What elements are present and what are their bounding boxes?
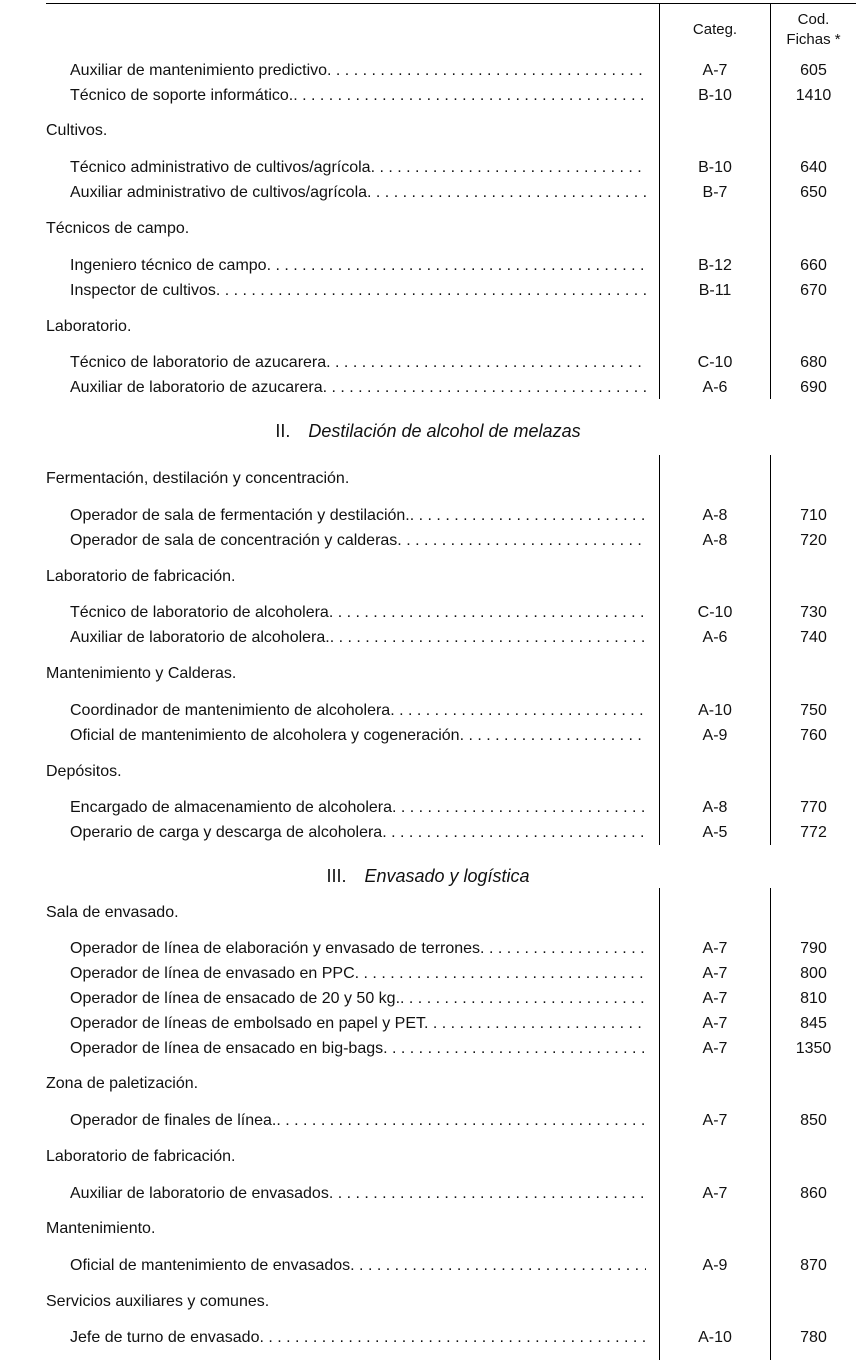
- category: A-9: [702, 727, 728, 744]
- group-heading: Mantenimiento y Calderas.: [46, 665, 237, 682]
- code: 1350: [795, 1040, 832, 1057]
- job-title: Operario de carga y descarga de alcoholera. . . .: [70, 822, 646, 844]
- table-row: [0, 280, 856, 302]
- code: 690: [800, 379, 827, 396]
- job-title: Técnico de soporte informático.. . . .: [70, 85, 646, 107]
- job-title: Inspector de cultivos. . . .: [70, 280, 646, 302]
- category: B-7: [702, 184, 728, 201]
- table-row: [0, 505, 856, 527]
- job-title: Auxiliar administrativo de cultivos/agrícola. . . .: [70, 182, 646, 204]
- table-row: [0, 1327, 856, 1349]
- code: 810: [800, 990, 827, 1007]
- category: B-10: [698, 87, 732, 104]
- code: 740: [800, 629, 827, 646]
- category: A-7: [702, 965, 728, 982]
- category: A-7: [702, 1015, 728, 1032]
- job-title: Operador de líneas de embolsado en papel y PET. . . .: [70, 1013, 646, 1035]
- code: 660: [800, 257, 827, 274]
- table-row: [0, 182, 856, 204]
- section-heading: [0, 864, 856, 888]
- table-row: [0, 627, 856, 649]
- job-title: Técnico de laboratorio de azucarera. . . .: [70, 352, 646, 374]
- header-cod-line1: Cod.: [797, 11, 830, 28]
- code: 850: [800, 1112, 827, 1129]
- category: A-5: [702, 824, 728, 841]
- category: A-6: [702, 379, 728, 396]
- top-rule: [46, 3, 856, 4]
- table-row: [0, 963, 856, 985]
- category: A-7: [702, 990, 728, 1007]
- job-title: Auxiliar de mantenimiento predictivo. . . .: [70, 60, 646, 82]
- code: 710: [800, 507, 827, 524]
- table-row: [0, 1183, 856, 1205]
- code: 670: [800, 282, 827, 299]
- group-heading: Laboratorio de fabricación.: [46, 1148, 236, 1165]
- code: 680: [800, 354, 827, 371]
- table-row: [0, 1110, 856, 1132]
- category: A-8: [702, 532, 728, 549]
- job-title: Operador de línea de ensacado de 20 y 50 kg.. . . .: [70, 988, 646, 1010]
- section-number: II.: [275, 421, 291, 441]
- group-heading: Depósitos.: [46, 763, 122, 780]
- code: 845: [800, 1015, 827, 1032]
- table-row: [0, 797, 856, 819]
- table-row: [0, 530, 856, 552]
- job-title: Operador de línea de ensacado en big-bags. . . .: [70, 1038, 646, 1060]
- table-row: [0, 1255, 856, 1277]
- job-title: Ingeniero técnico de campo. . . .: [70, 255, 646, 277]
- job-title: Operador de finales de línea.. . . .: [70, 1110, 646, 1132]
- code: 760: [800, 727, 827, 744]
- group-heading: Laboratorio.: [46, 318, 132, 335]
- job-title: Operador de línea de envasado en PPC. . . .: [70, 963, 646, 985]
- group-heading: Fermentación, destilación y concentración.: [46, 470, 350, 487]
- category: B-10: [698, 159, 732, 176]
- code: 640: [800, 159, 827, 176]
- group-heading: Cultivos.: [46, 122, 108, 139]
- table-row: [0, 725, 856, 747]
- table-row: [0, 157, 856, 179]
- section-title: Destilación de alcohol de melazas: [308, 421, 581, 441]
- job-title: Oficial de mantenimiento de alcoholera y cogeneración. . . .: [70, 725, 646, 747]
- table-row: [0, 1038, 856, 1060]
- category: A-8: [702, 799, 728, 816]
- section-number: III.: [326, 866, 347, 886]
- category: A-7: [702, 62, 728, 79]
- category: C-10: [697, 354, 733, 371]
- code: 730: [800, 604, 827, 621]
- group-heading: Técnicos de campo.: [46, 220, 190, 237]
- category: A-9: [702, 1257, 728, 1274]
- category: A-7: [702, 1040, 728, 1057]
- category: A-7: [702, 1185, 728, 1202]
- job-title: Operador de línea de elaboración y envasado de terrones. . . .: [70, 938, 646, 960]
- category: A-8: [702, 507, 728, 524]
- job-title: Jefe de turno de envasado. . . .: [70, 1327, 646, 1349]
- code: 770: [800, 799, 827, 816]
- job-title: Oficial de mantenimiento de envasados. . . .: [70, 1255, 646, 1277]
- table-row: [0, 85, 856, 107]
- code: 1410: [795, 87, 832, 104]
- table-row: [0, 377, 856, 399]
- job-title: Auxiliar de laboratorio de envasados. . . .: [70, 1183, 646, 1205]
- category: C-10: [697, 604, 733, 621]
- category: A-7: [702, 940, 728, 957]
- job-title: Encargado de almacenamiento de alcoholera. . . .: [70, 797, 646, 819]
- category: A-6: [702, 629, 728, 646]
- table-row: [0, 938, 856, 960]
- table-row: [0, 822, 856, 844]
- header-categ: Categ.: [692, 21, 738, 38]
- section-heading: [0, 419, 856, 443]
- category: A-10: [698, 702, 732, 719]
- code: 720: [800, 532, 827, 549]
- code: 780: [800, 1329, 827, 1346]
- code: 772: [800, 824, 827, 841]
- category: A-10: [698, 1329, 732, 1346]
- header-cod-line2: Fichas *: [786, 31, 841, 48]
- table-row: [0, 1013, 856, 1035]
- code: 870: [800, 1257, 827, 1274]
- group-heading: Servicios auxiliares y comunes.: [46, 1293, 270, 1310]
- table-row: [0, 352, 856, 374]
- table-row: [0, 255, 856, 277]
- job-title: Auxiliar de laboratorio de alcoholera.. . . .: [70, 627, 646, 649]
- code: 800: [800, 965, 827, 982]
- table-row: [0, 602, 856, 624]
- section-title: Envasado y logística: [364, 866, 530, 886]
- job-title: Técnico de laboratorio de alcoholera. . . .: [70, 602, 646, 624]
- table-row: [0, 60, 856, 82]
- table-row: [0, 988, 856, 1010]
- category: B-11: [698, 282, 732, 299]
- category: B-12: [698, 257, 732, 274]
- code: 650: [800, 184, 827, 201]
- category: A-7: [702, 1112, 728, 1129]
- code: 860: [800, 1185, 827, 1202]
- group-heading: Zona de paletización.: [46, 1075, 199, 1092]
- code: 750: [800, 702, 827, 719]
- group-heading: Mantenimiento.: [46, 1220, 156, 1237]
- group-heading: Laboratorio de fabricación.: [46, 568, 236, 585]
- group-heading: Sala de envasado.: [46, 904, 179, 921]
- job-title: Coordinador de mantenimiento de alcoholera. . . .: [70, 700, 646, 722]
- job-title: Operador de sala de fermentación y destilación.. . . .: [70, 505, 646, 527]
- code: 605: [800, 62, 827, 79]
- table-row: [0, 700, 856, 722]
- code: 790: [800, 940, 827, 957]
- job-title: Auxiliar de laboratorio de azucarera. . . .: [70, 377, 646, 399]
- job-title: Técnico administrativo de cultivos/agrícola. . . .: [70, 157, 646, 179]
- job-title: Operador de sala de concentración y calderas. . . .: [70, 530, 646, 552]
